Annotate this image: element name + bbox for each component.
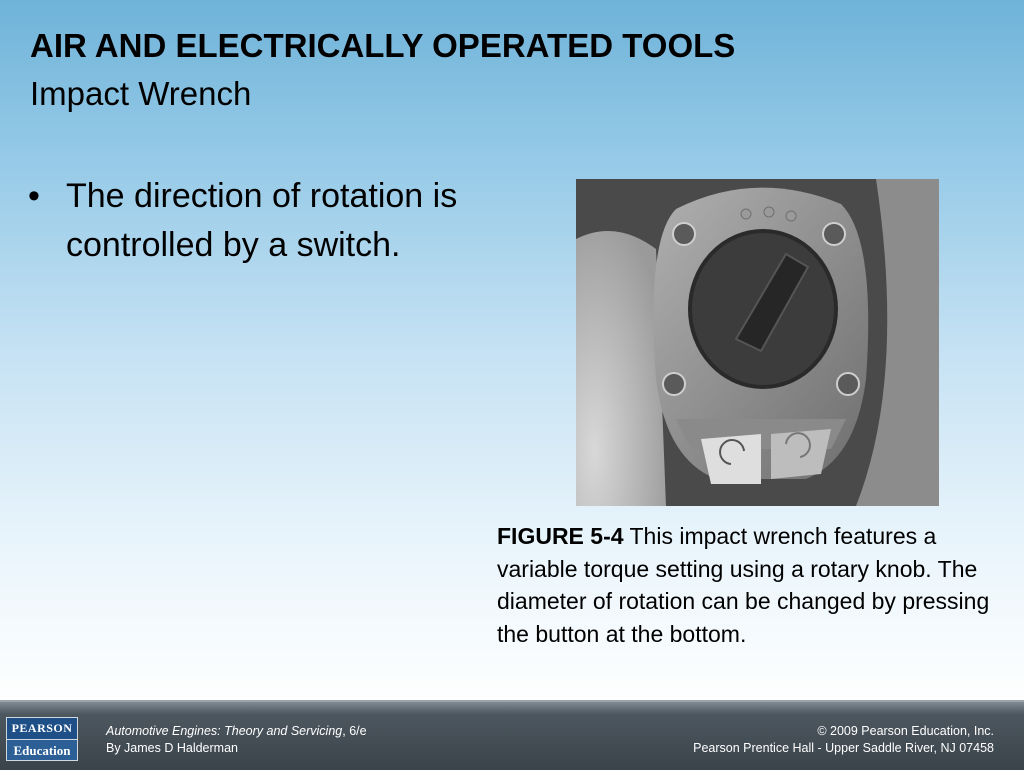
screw-icon bbox=[837, 373, 859, 395]
rotation-button-left bbox=[701, 434, 761, 484]
screw-icon bbox=[663, 373, 685, 395]
book-edition: , 6/e bbox=[342, 724, 367, 738]
footer-bar bbox=[0, 700, 1024, 770]
screw-icon bbox=[673, 223, 695, 245]
bullet-text: The direction of rotation is controlled by a switch. bbox=[66, 177, 458, 264]
slide-subtitle: Impact Wrench bbox=[30, 75, 252, 112]
publisher-line: Pearson Prentice Hall - Upper Saddle River, NJ 07458 bbox=[693, 741, 994, 755]
figure-caption bbox=[497, 520, 997, 650]
footer-copyright bbox=[693, 723, 994, 757]
hand-shape bbox=[576, 231, 666, 506]
screw-icon bbox=[823, 223, 845, 245]
figure-photo-impact-wrench bbox=[576, 179, 939, 506]
slide-title: AIR AND ELECTRICALLY OPERATED TOOLS bbox=[30, 27, 736, 64]
copyright-line: © 2009 Pearson Education, Inc. bbox=[817, 724, 994, 738]
logo-text-bottom: Education bbox=[13, 743, 71, 758]
figure-caption-text: This impact wrench features a variable torque setting using a rotary knob. The diameter of rotation can be changed by pressing the button at the bottom. bbox=[497, 523, 990, 647]
figure-label: FIGURE 5-4 bbox=[497, 523, 624, 549]
logo-text-top: PEARSON bbox=[7, 718, 77, 740]
pearson-logo bbox=[6, 717, 78, 761]
impact-wrench-illustration bbox=[576, 179, 939, 506]
book-title: Automotive Engines: Theory and Servicing bbox=[106, 724, 343, 738]
bullet-list bbox=[28, 172, 498, 270]
footer-book-info bbox=[106, 723, 367, 757]
bullet-mark: • bbox=[28, 177, 40, 215]
book-author: By James D Halderman bbox=[106, 741, 238, 755]
bullet-item bbox=[28, 172, 498, 270]
